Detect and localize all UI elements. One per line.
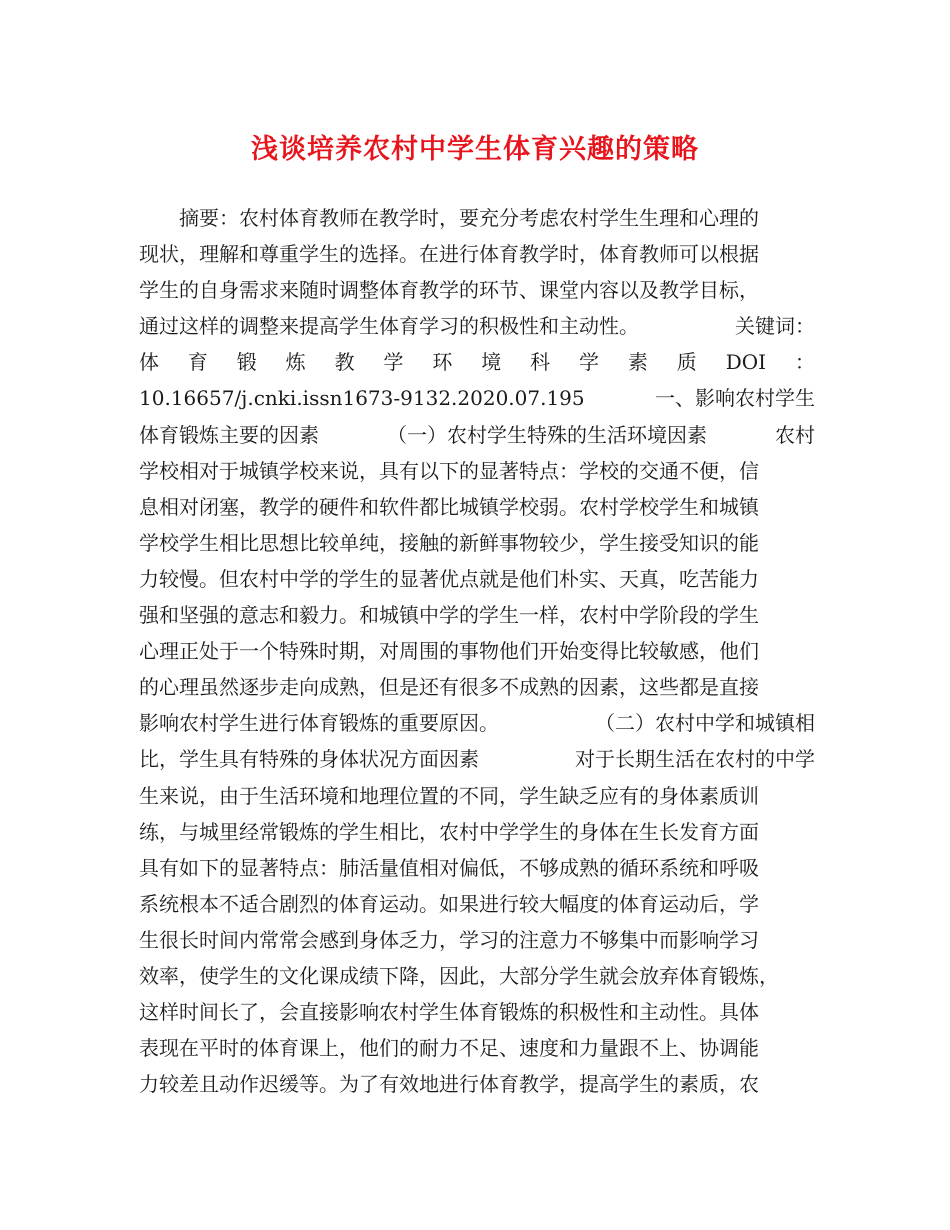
body-line: [139, 741, 815, 777]
document-title: 浅谈培养农村中学生体育兴趣的策略: [251, 134, 699, 165]
body-text: 学: [383, 350, 404, 375]
body-line: [139, 814, 815, 850]
body-line: [139, 308, 815, 344]
body-text: 学校学生相比思想比较单纯，接触的新鲜事物较少，学生接受知识的能: [139, 530, 759, 555]
body-line: [139, 1030, 815, 1066]
body-text: 息相对闭塞，教学的硬件和软件都比城镇学校弱。农村学校学生和城镇: [139, 494, 759, 519]
body-text: 这样时间长了，会直接影响农村学生体育锻炼的积极性和主动性。具体: [139, 1000, 759, 1025]
body-line: [139, 633, 815, 669]
body-text: 生来说，由于生活环境和地理位置的不同，学生缺乏应有的身体素质训: [139, 783, 759, 808]
body-line: [139, 344, 815, 380]
body-text: 境: [481, 350, 502, 375]
body-line: [139, 958, 815, 994]
body-line: [139, 669, 815, 705]
body-text: 体育锻炼主要的因素: [139, 422, 319, 447]
body-text: 影响农村学生进行体育锻炼的重要原因。: [139, 711, 499, 736]
body-line: [139, 489, 815, 525]
body-text: 学生的自身需求来随时调整体育教学的环节、课堂内容以及教学目标，: [139, 278, 759, 303]
body-text: DOI: [725, 350, 767, 375]
body-line: [139, 561, 815, 597]
body-line: [139, 886, 815, 922]
body-text: 强和坚强的意志和毅力。和城镇中学的学生一样，农村中学阶段的学生: [139, 603, 759, 628]
body-line: [139, 705, 815, 741]
body-line: [139, 525, 815, 561]
body-text: 的心理虽然逐步走向成熟，但是还有很多不成熟的因素，这些都是直接: [139, 675, 759, 700]
body-text: 体: [139, 350, 159, 375]
body-text: 学: [579, 350, 600, 375]
body-text: （一）农村学生特殊的生活环境因素: [387, 422, 707, 447]
body-line: [139, 200, 815, 236]
body-text: 育: [187, 350, 208, 375]
body-text: 生很长时间内常常会感到身体乏力，学习的注意力不够集中而影响学习: [139, 927, 759, 952]
body-text: 农村: [775, 422, 815, 447]
body-text: 力较差且动作迟缓等。为了有效地进行体育教学，提高学生的素质，农: [139, 1072, 759, 1097]
body-line: [139, 417, 815, 453]
body-text: 教: [334, 350, 355, 375]
body-text: ：: [794, 350, 815, 375]
body-text: 素: [627, 350, 648, 375]
document-body: [139, 200, 815, 1102]
body-line: [139, 1066, 815, 1102]
body-text: 炼: [285, 350, 306, 375]
body-text: 效率，使学生的文化课成绩下降，因此，大部分学生就会放弃体育锻炼，: [139, 963, 779, 988]
body-line: [139, 272, 815, 308]
body-text: 现状，理解和尊重学生的选择。在进行体育教学时，体育教师可以根据: [139, 242, 759, 267]
body-text: 10.16657/j.cnki.issn1673-9132.2020.07.195: [139, 386, 585, 411]
body-text: 摘要：农村体育教师在教学时，要充分考虑农村学生生理和心理的: [139, 206, 759, 230]
body-line: [139, 380, 815, 416]
body-text: 通过这样的调整来提高学生体育学习的积极性和主动性。: [139, 314, 639, 339]
body-text: 具有如下的显著特点：肺活量值相对偏低，不够成熟的循环系统和呼吸: [139, 855, 759, 880]
body-line: [139, 597, 815, 633]
body-text: 力较慢。但农村中学的学生的显著优点就是他们朴实、天真，吃苦能力: [139, 566, 759, 591]
body-line: [139, 994, 815, 1030]
body-text: 表现在平时的体育课上，他们的耐力不足、速度和力量跟不上、协调能: [139, 1036, 759, 1061]
body-text: 心理正处于一个特殊时期，对周围的事物他们开始变得比较敏感，他们: [139, 639, 759, 664]
body-text: 锻: [236, 350, 257, 375]
body-text: 质: [676, 350, 697, 375]
body-text: （二）农村中学和城镇相: [595, 711, 815, 736]
body-line: [139, 236, 815, 272]
body-text: 关键词：: [735, 314, 815, 339]
body-line: [139, 850, 815, 886]
body-text: 科: [530, 350, 551, 375]
body-text: 系统根本不适合剧烈的体育运动。如果进行较大幅度的体育运动后，学: [139, 891, 759, 916]
body-line: [139, 922, 815, 958]
body-line: [139, 778, 815, 814]
body-text: 对于长期生活在农村的中学: [575, 747, 815, 772]
body-text: 比，学生具有特殊的身体状况方面因素: [139, 747, 479, 772]
body-text: 环: [432, 350, 453, 375]
body-text: 练，与城里经常锻炼的学生相比，农村中学学生的身体在生长发育方面: [139, 819, 759, 844]
body-text: 学校相对于城镇学校来说，具有以下的显著特点：学校的交通不便，信: [139, 458, 759, 483]
body-text: 一、影响农村学生: [655, 386, 815, 411]
body-line: [139, 453, 815, 489]
